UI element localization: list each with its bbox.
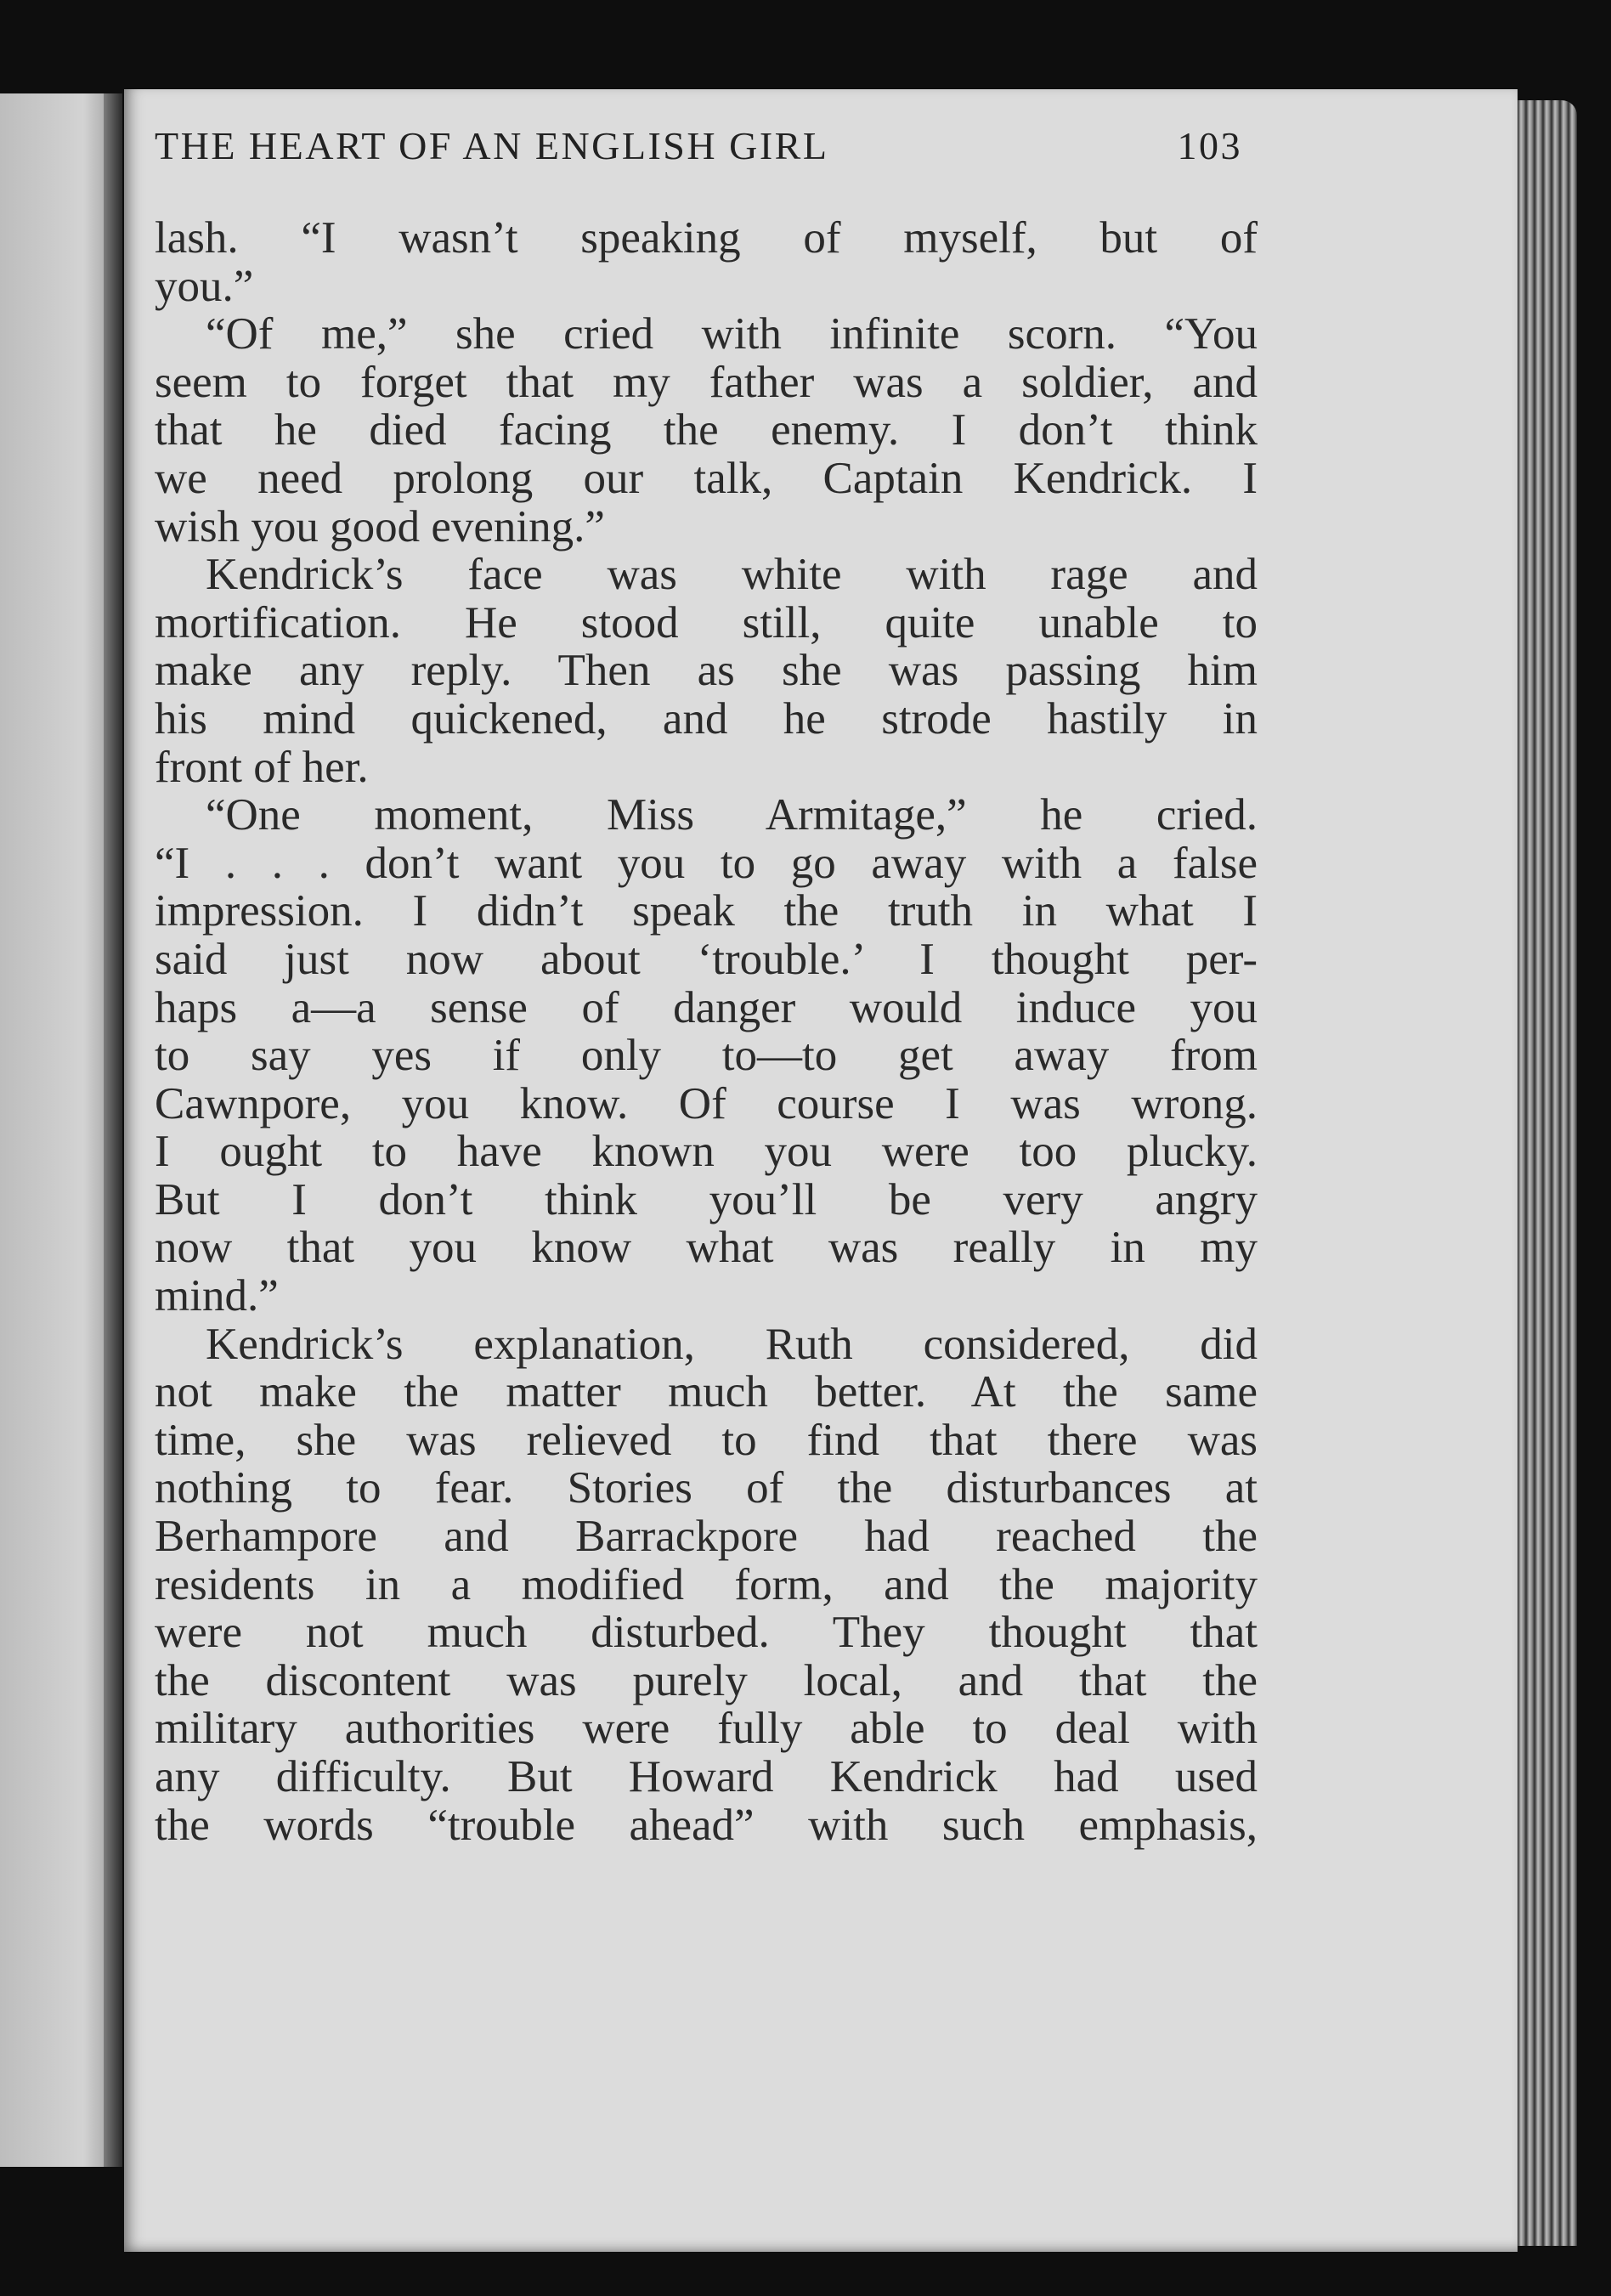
text-line: military authorities were fully able to deal with [155,1704,1258,1754]
text-line: to say yes if only to—to get away from [155,1031,1258,1081]
text-line: mind.” [155,1271,279,1321]
text-line: front of her. [155,742,369,792]
text-line: said just now about ‘trouble.’ I thought per- [155,934,1258,984]
text-line: his mind quickened, and he strode hastily in [155,693,1258,744]
text-line: impression. I didn’t speak the truth in what I [155,886,1258,936]
text-line: any difficulty. But Howard Kendrick had used [155,1752,1258,1801]
text-line: Berhampore and Barrackpore had reached the [155,1512,1258,1562]
text-line: you.” [155,261,254,311]
text-line: we need prolong our talk, Captain Kendrick. I [155,453,1258,503]
text-line: haps a—a sense of danger would induce you [155,982,1258,1032]
text-line: Kendrick’s explanation, Ruth considered, did [206,1319,1258,1369]
text-line: were not much disturbed. They thought that [155,1608,1258,1658]
body-text [155,214,1258,1849]
page-stack-edge [1518,100,1577,2246]
text-line: Cawnpore, you know. Of course I was wrong. [155,1078,1258,1128]
text-line: that he died facing the enemy. I don’t think [155,405,1258,455]
text-line: “Of me,” she cried with infinite scorn. “You [206,309,1258,359]
text-line: residents in a modified form, and the majority [155,1559,1258,1609]
text-line: the words “trouble ahead” with such emphasis, [155,1800,1258,1850]
text-line: seem to forget that my father was a soldier, and [155,357,1258,407]
text-line: But I don’t think you’ll be very angry [155,1174,1258,1224]
text-line: time, she was relieved to find that there was [155,1415,1258,1465]
text-line: “I . . . don’t want you to go away with a false [155,838,1258,888]
text-line: make any reply. Then as she was passing him [155,646,1258,696]
page-number: 103 [1177,124,1242,167]
text-line: wish you good evening.” [155,501,605,551]
text-line: lash. “I wasn’t speaking of myself, but of [155,213,1258,263]
text-line: Kendrick’s face was white with rage and [206,550,1258,600]
running-head-title: THE HEART OF AN ENGLISH GIRL [155,124,829,167]
text-line: I ought to have known you were too plucky. [155,1127,1258,1177]
book-gutter [104,93,122,2167]
text-line: not make the matter much better. At the same [155,1367,1258,1417]
facing-page-edge [0,93,119,2167]
text-line: mortification. He stood still, quite unable to [155,597,1258,648]
text-line: nothing to fear. Stories of the disturbances at [155,1463,1258,1513]
text-line: the discontent was purely local, and that the [155,1655,1258,1705]
text-line: now that you know what was really in my [155,1223,1258,1273]
running-head [155,123,1242,168]
text-line: “One moment, Miss Armitage,” he cried. [206,790,1258,840]
